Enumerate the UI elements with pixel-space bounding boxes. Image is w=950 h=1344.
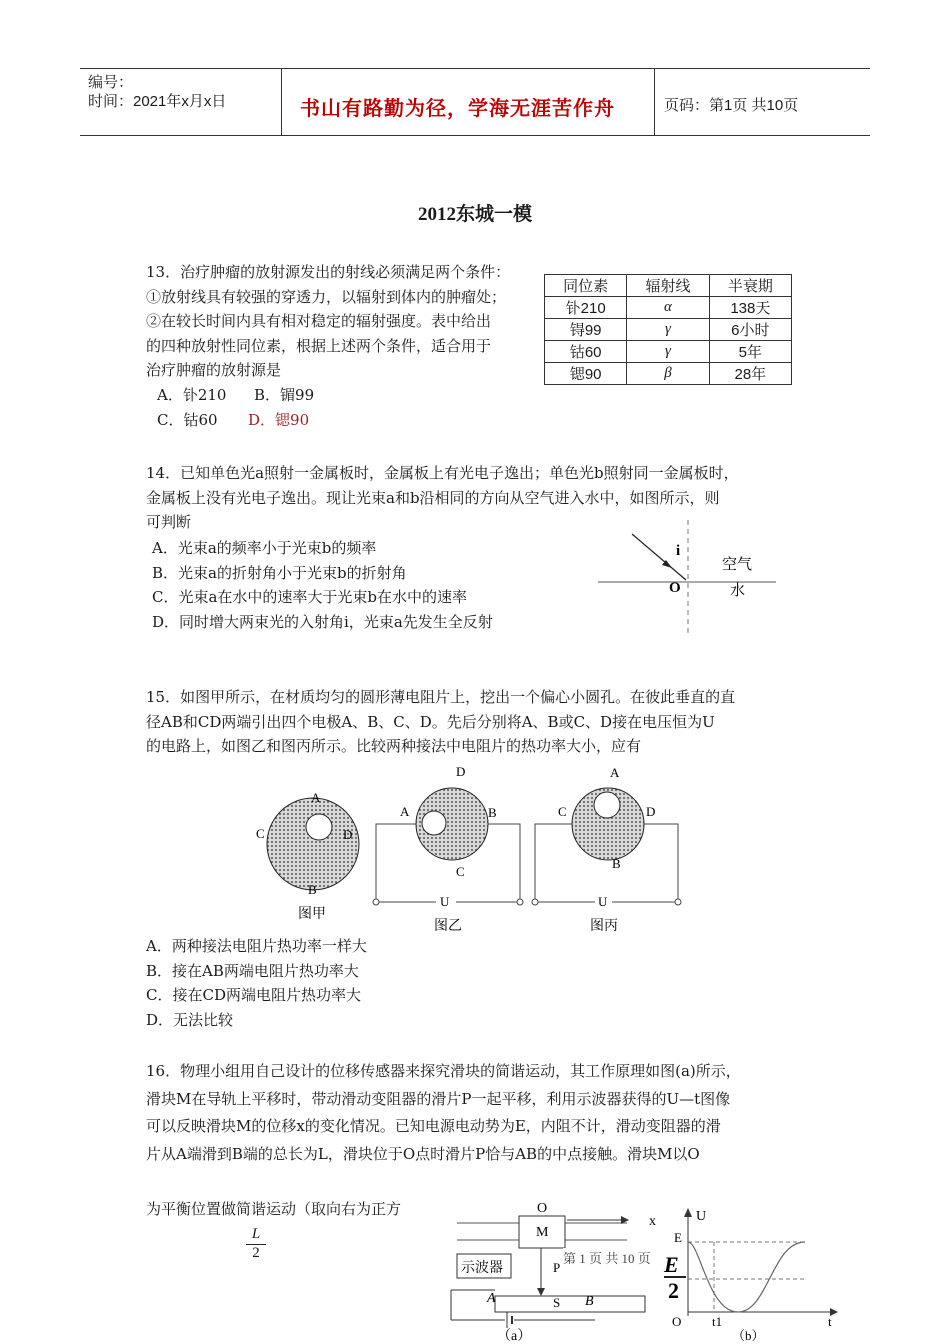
table-cell: 钴60 — [545, 341, 627, 363]
end-a-label: A — [487, 1291, 496, 1306]
electrode-label: C — [256, 826, 265, 841]
electrode-label: B — [612, 856, 621, 871]
q14-line: 14．已知单色光a照射一金属板时，金属板上有光电子逸出；单色光b照射同一金属板时， — [146, 464, 739, 482]
u-label: U — [696, 1209, 707, 1224]
table-cell: 钋210 — [545, 297, 627, 319]
fraction-denominator: 2 — [246, 1244, 266, 1262]
table-row — [545, 363, 792, 385]
q13-line: 的四种放射性同位素，根据上述两个条件，适合用于 — [146, 336, 492, 355]
figure-bing — [532, 765, 681, 933]
table-cell: 锝99 — [545, 319, 627, 341]
q14-option: B．光束a的折射角小于光束b的折射角 — [152, 563, 407, 582]
header-bottom-rule — [80, 135, 870, 136]
electrode-label: C — [456, 864, 465, 879]
table-header: 辐射线 — [627, 275, 709, 297]
header-divider-right — [654, 68, 655, 135]
figure-b-caption: （b） — [732, 1328, 765, 1343]
electrode-label: D — [456, 764, 466, 779]
ut-graph-figure — [660, 1202, 844, 1344]
q13-option-b: B．镅99 — [254, 386, 315, 404]
q13-line: ①放射线具有较强的穿透力，以辐射到体内的肿瘤处； — [146, 287, 507, 306]
table-cell: β — [627, 363, 709, 385]
table-cell: 6小时 — [709, 319, 791, 341]
contact-label: P — [553, 1260, 561, 1275]
origin-label: O — [669, 580, 681, 596]
disc-hole — [306, 814, 332, 840]
table-header-row — [545, 275, 792, 297]
disc-hole — [594, 792, 620, 818]
q13-option-d: D．锶90 — [248, 411, 310, 429]
fraction-numerator: L — [251, 1226, 261, 1242]
q14-line: 金属板上没有光电子逸出。现让光束a和b沿相同的方向从空气进入水中，如图所示，则 — [146, 488, 720, 507]
header-divider-left — [281, 68, 282, 135]
doc-code-label: 编号： — [88, 74, 134, 91]
end-b-label: B — [585, 1294, 594, 1309]
q16-line: 可以反映滑块M的位移x的变化情况。已知电源电动势为E，内阻不计，滑动变阻器的滑 — [146, 1117, 721, 1135]
q16-line: 滑块M在导轨上平移时，带动滑动变阻器的滑片P一起平移，利用示波器获得的U—t图像 — [146, 1089, 731, 1108]
q16-line: 为平衡位置做简谐运动（取向右为正方 — [146, 1200, 402, 1218]
q15-line: 15．如图甲所示，在材质均匀的圆形薄电阻片上，挖出一个偏心小圆孔。在彼此垂直的直 — [146, 688, 736, 706]
table-cell: α — [627, 297, 709, 319]
disc-hole — [422, 811, 446, 835]
question-15 — [146, 685, 826, 759]
terminal — [517, 899, 523, 905]
table-row — [545, 319, 792, 341]
table-row — [545, 297, 792, 319]
q13-option-a: A．钋210 — [157, 386, 227, 404]
electrode-label: D — [343, 827, 353, 842]
q14-option: D．同时增大两束光的入射角i，光束a先发生全反射 — [152, 612, 493, 631]
air-label: 空气 — [722, 556, 753, 573]
question-16 — [146, 1058, 826, 1168]
table-cell: γ — [627, 319, 709, 341]
table-cell: 锶90 — [545, 363, 627, 385]
q15-option: A．两种接法电阻片热功率一样大 — [146, 937, 367, 955]
switch-label: S — [553, 1295, 561, 1310]
resistor-disc-figures — [250, 760, 690, 940]
doc-time-label: 时间：2021年x月x日 — [88, 93, 227, 110]
sensor-circuit-figure — [445, 1196, 663, 1344]
table-header: 半衰期 — [709, 275, 791, 297]
electrode-label: A — [311, 790, 321, 805]
table-cell: 5年 — [709, 341, 791, 363]
table-cell: 138天 — [709, 297, 791, 319]
terminal — [532, 899, 538, 905]
header-motto: 书山有路勤为径，学海无涯苦作舟 — [300, 98, 615, 120]
table-row — [545, 341, 792, 363]
q15-option: C．接在CD两端电阻片热功率大 — [146, 986, 361, 1005]
e-label: E — [674, 1230, 682, 1245]
q14-line: 可判断 — [146, 513, 192, 532]
electrode-label: A — [400, 804, 410, 819]
e-half-numerator: E — [664, 1252, 679, 1277]
q15-option: D．无法比较 — [146, 1010, 234, 1029]
table-cell: 28年 — [709, 363, 791, 385]
q13-option-c: C．钴60 — [157, 411, 218, 429]
q15-line: 的电路上，如图乙和图丙所示。比较两种接法中电阻片的热功率大小，应有 — [146, 737, 642, 756]
fraction-l-over-2 — [246, 1226, 266, 1262]
figure-a-caption: （a） — [497, 1329, 532, 1344]
voltage-label: U — [598, 894, 608, 909]
figure-caption: 图丙 — [590, 917, 618, 933]
electrode-label: D — [646, 804, 656, 819]
figure-caption: 图乙 — [434, 917, 462, 933]
q13-line: 13．治疗肿瘤的放射源发出的射线必须满足两个条件： — [146, 263, 511, 281]
q15-option: B．接在AB两端电阻片热功率大 — [146, 961, 359, 980]
resistor-disc — [267, 798, 359, 890]
water-label: 水 — [730, 582, 746, 599]
figure-caption: 图甲 — [298, 905, 326, 921]
header-top-rule — [80, 68, 870, 69]
e-half-denominator: 2 — [668, 1278, 679, 1303]
isotope-table — [544, 274, 792, 385]
page-title: 2012东城一模 — [417, 204, 532, 225]
q13-line: 治疗肿瘤的放射源是 — [146, 361, 282, 380]
t-label: t — [828, 1314, 832, 1329]
rheostat — [495, 1296, 645, 1312]
question-14-options — [152, 536, 493, 634]
refraction-figure — [598, 518, 778, 636]
table-header: 同位素 — [545, 275, 627, 297]
voltage-curve — [688, 1242, 805, 1312]
terminal — [373, 899, 379, 905]
voltage-label: U — [440, 894, 450, 909]
terminal — [675, 899, 681, 905]
equilibrium-label: O — [537, 1201, 548, 1216]
q14-option: A．光束a的频率小于光束b的频率 — [152, 539, 377, 557]
t1-label: t1 — [712, 1314, 723, 1329]
slider-contact-icon — [537, 1288, 545, 1296]
incidence-angle-label: i — [676, 543, 681, 559]
question-15-options — [146, 934, 367, 1032]
figure-jia — [256, 790, 359, 921]
q14-option: C．光束a在水中的速率大于光束b在水中的速率 — [152, 588, 468, 607]
electrode-label: A — [610, 765, 620, 780]
figure-yi — [373, 764, 523, 933]
electrode-label: C — [558, 804, 567, 819]
table-cell: γ — [627, 341, 709, 363]
page-footer: 第 1 页 共 10 页 — [563, 1248, 651, 1267]
q16-line: 片从A端滑到B端的总长为L，滑块位于O点时滑片P恰与AB的中点接触。滑块M以O — [146, 1144, 700, 1163]
q13-line: ②在较长时间内具有相对稳定的辐射强度。表中给出 — [146, 312, 492, 331]
x-label: x — [649, 1214, 656, 1229]
u-arrow-icon — [684, 1208, 692, 1217]
electrode-label: B — [308, 882, 317, 897]
origin-label: O — [672, 1314, 682, 1329]
slider-label: M — [536, 1225, 549, 1240]
electrode-label: B — [488, 805, 497, 820]
page-info: 页码：第1页 共10页 — [664, 97, 799, 114]
q16-line: 16．物理小组用自己设计的位移传感器来探究滑块的简谐运动，其工作原理如图(a)所示， — [146, 1062, 741, 1080]
oscilloscope-label: 示波器 — [461, 1259, 503, 1275]
q15-line: 径AB和CD两端引出四个电极A、B、C、D。先后分别将A、B或C、D接在电压恒为U — [146, 712, 715, 731]
question-13 — [146, 260, 546, 383]
